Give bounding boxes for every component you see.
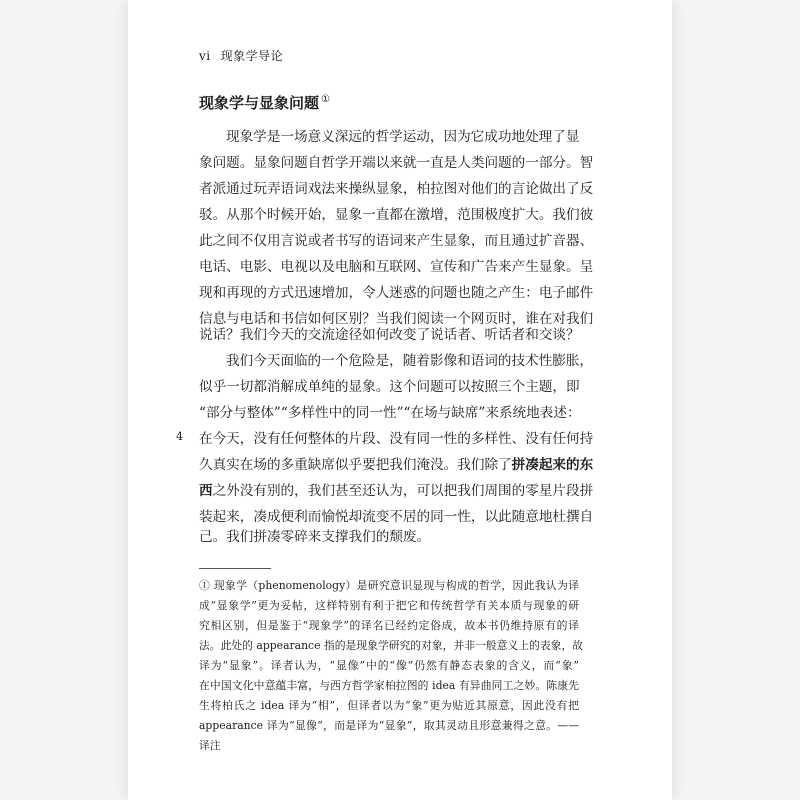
paragraph-line: 似乎一切都消解成单纯的显象。这个问题可以按照三个主题，即 <box>199 379 580 395</box>
paragraph-line: 驳。从那个时候开始，显象一直都在激增，范围极度扩大。我们彼 <box>199 207 594 223</box>
paragraph-text: 之外没有别的，我们甚至还认为，可以把我们周围的零星片段拼 <box>212 483 594 499</box>
paragraph-text: 久真实在场的多重缺席似乎要把我们淹没。我们除了 <box>199 457 512 473</box>
paragraph-line: 者派通过玩弄语词戏法来操纵显象，柏拉图对他们的言论做出了反 <box>199 181 594 197</box>
paragraph-line: 在今天，没有任何整体的片段、没有同一性的多样性、没有任何持 <box>199 431 594 447</box>
footnote-line: ① 现象学（phenomenology）是研究意识显现与构成的哲学，因此我认为译 <box>199 579 579 592</box>
paragraph-line <box>199 452 594 478</box>
margin-page-number: 4 <box>176 430 183 443</box>
paragraph-line: 己。我们拼凑零碎来支撑我们的颓废。 <box>199 529 431 545</box>
emphasized-phrase: 西 <box>199 483 213 499</box>
paragraph-line: 此之间不仅用言说或者书写的语词来产生显象，而且通过扩音器、 <box>199 233 594 249</box>
footnote-line: 究相区别，但是鉴于“现象学”的译名已经约定俗成，故本书仍维持原有的译 <box>199 619 579 632</box>
footnote-line: 成“显象学”更为妥帖，这样特别有利于把它和传统哲学有关本质与现象的研 <box>199 599 579 612</box>
footnote-line: 在中国文化中意蕴丰富，与西方哲学家柏拉图的 idea 有异曲同工之妙。陈康先 <box>199 679 579 692</box>
footnote-divider <box>199 568 271 569</box>
footnote-line: 译为“显象”。译者认为，“显像”中的“像”仍然有静态表象的含义，而“象” <box>199 659 579 672</box>
paragraph-line: “部分与整体”“多样性中的同一性”“在场与缺席”来系统地表述： <box>199 405 581 421</box>
paragraph-line: 说话？我们今天的交流途径如何改变了说话者、听话者和交谈？ <box>199 327 580 343</box>
paragraph-line <box>199 478 594 504</box>
section-title <box>199 92 330 113</box>
paragraph-line: 装起来，凑成便利而愉悦却流变不居的同一性，以此随意地杜撰自 <box>199 509 594 525</box>
footnote-line: 译注 <box>199 739 221 752</box>
footnote-reference[interactable]: ① <box>321 94 330 105</box>
paragraph-line: 信息与电话和书信如何区别？当我们阅读一个网页时，谁在对我们 <box>199 311 594 327</box>
running-title: 现象学导论 <box>220 49 284 63</box>
paragraph-line: 象问题。显象问题自哲学开端以来就一直是人类问题的一部分。智 <box>199 155 594 171</box>
paragraph-line: 电话、电影、电视以及电脑和互联网、宣传和广告来产生显象。呈 <box>199 259 594 275</box>
footnote-line: 生将柏氏之 idea 译为“相”，但译者以为“象”更为贴近其原意，因此没有把 <box>199 699 579 712</box>
page-folio: vi <box>199 49 211 63</box>
paragraph-line: 我们今天面临的一个危险是，随着影像和语词的技术性膨胀， <box>226 353 594 369</box>
footnote-line: appearance 译为“显像”，而是译为“显象”，取其灵动且形意兼得之意。—— <box>199 719 579 732</box>
section-title-text: 现象学与显象问题 <box>199 94 320 112</box>
running-head <box>199 47 283 64</box>
paragraph-line: 现象学是一场意义深远的哲学运动，因为它成功地处理了显 <box>226 129 580 145</box>
emphasized-phrase: 拼凑起来的东 <box>511 457 594 473</box>
footnote-line: 法。此处的 appearance 指的是现象学研究的对象，并非一般意义上的表象，故 <box>199 639 584 652</box>
paragraph-line: 现和再现的方式迅速增加，令人迷惑的问题也随之产生：电子邮件 <box>199 285 594 301</box>
